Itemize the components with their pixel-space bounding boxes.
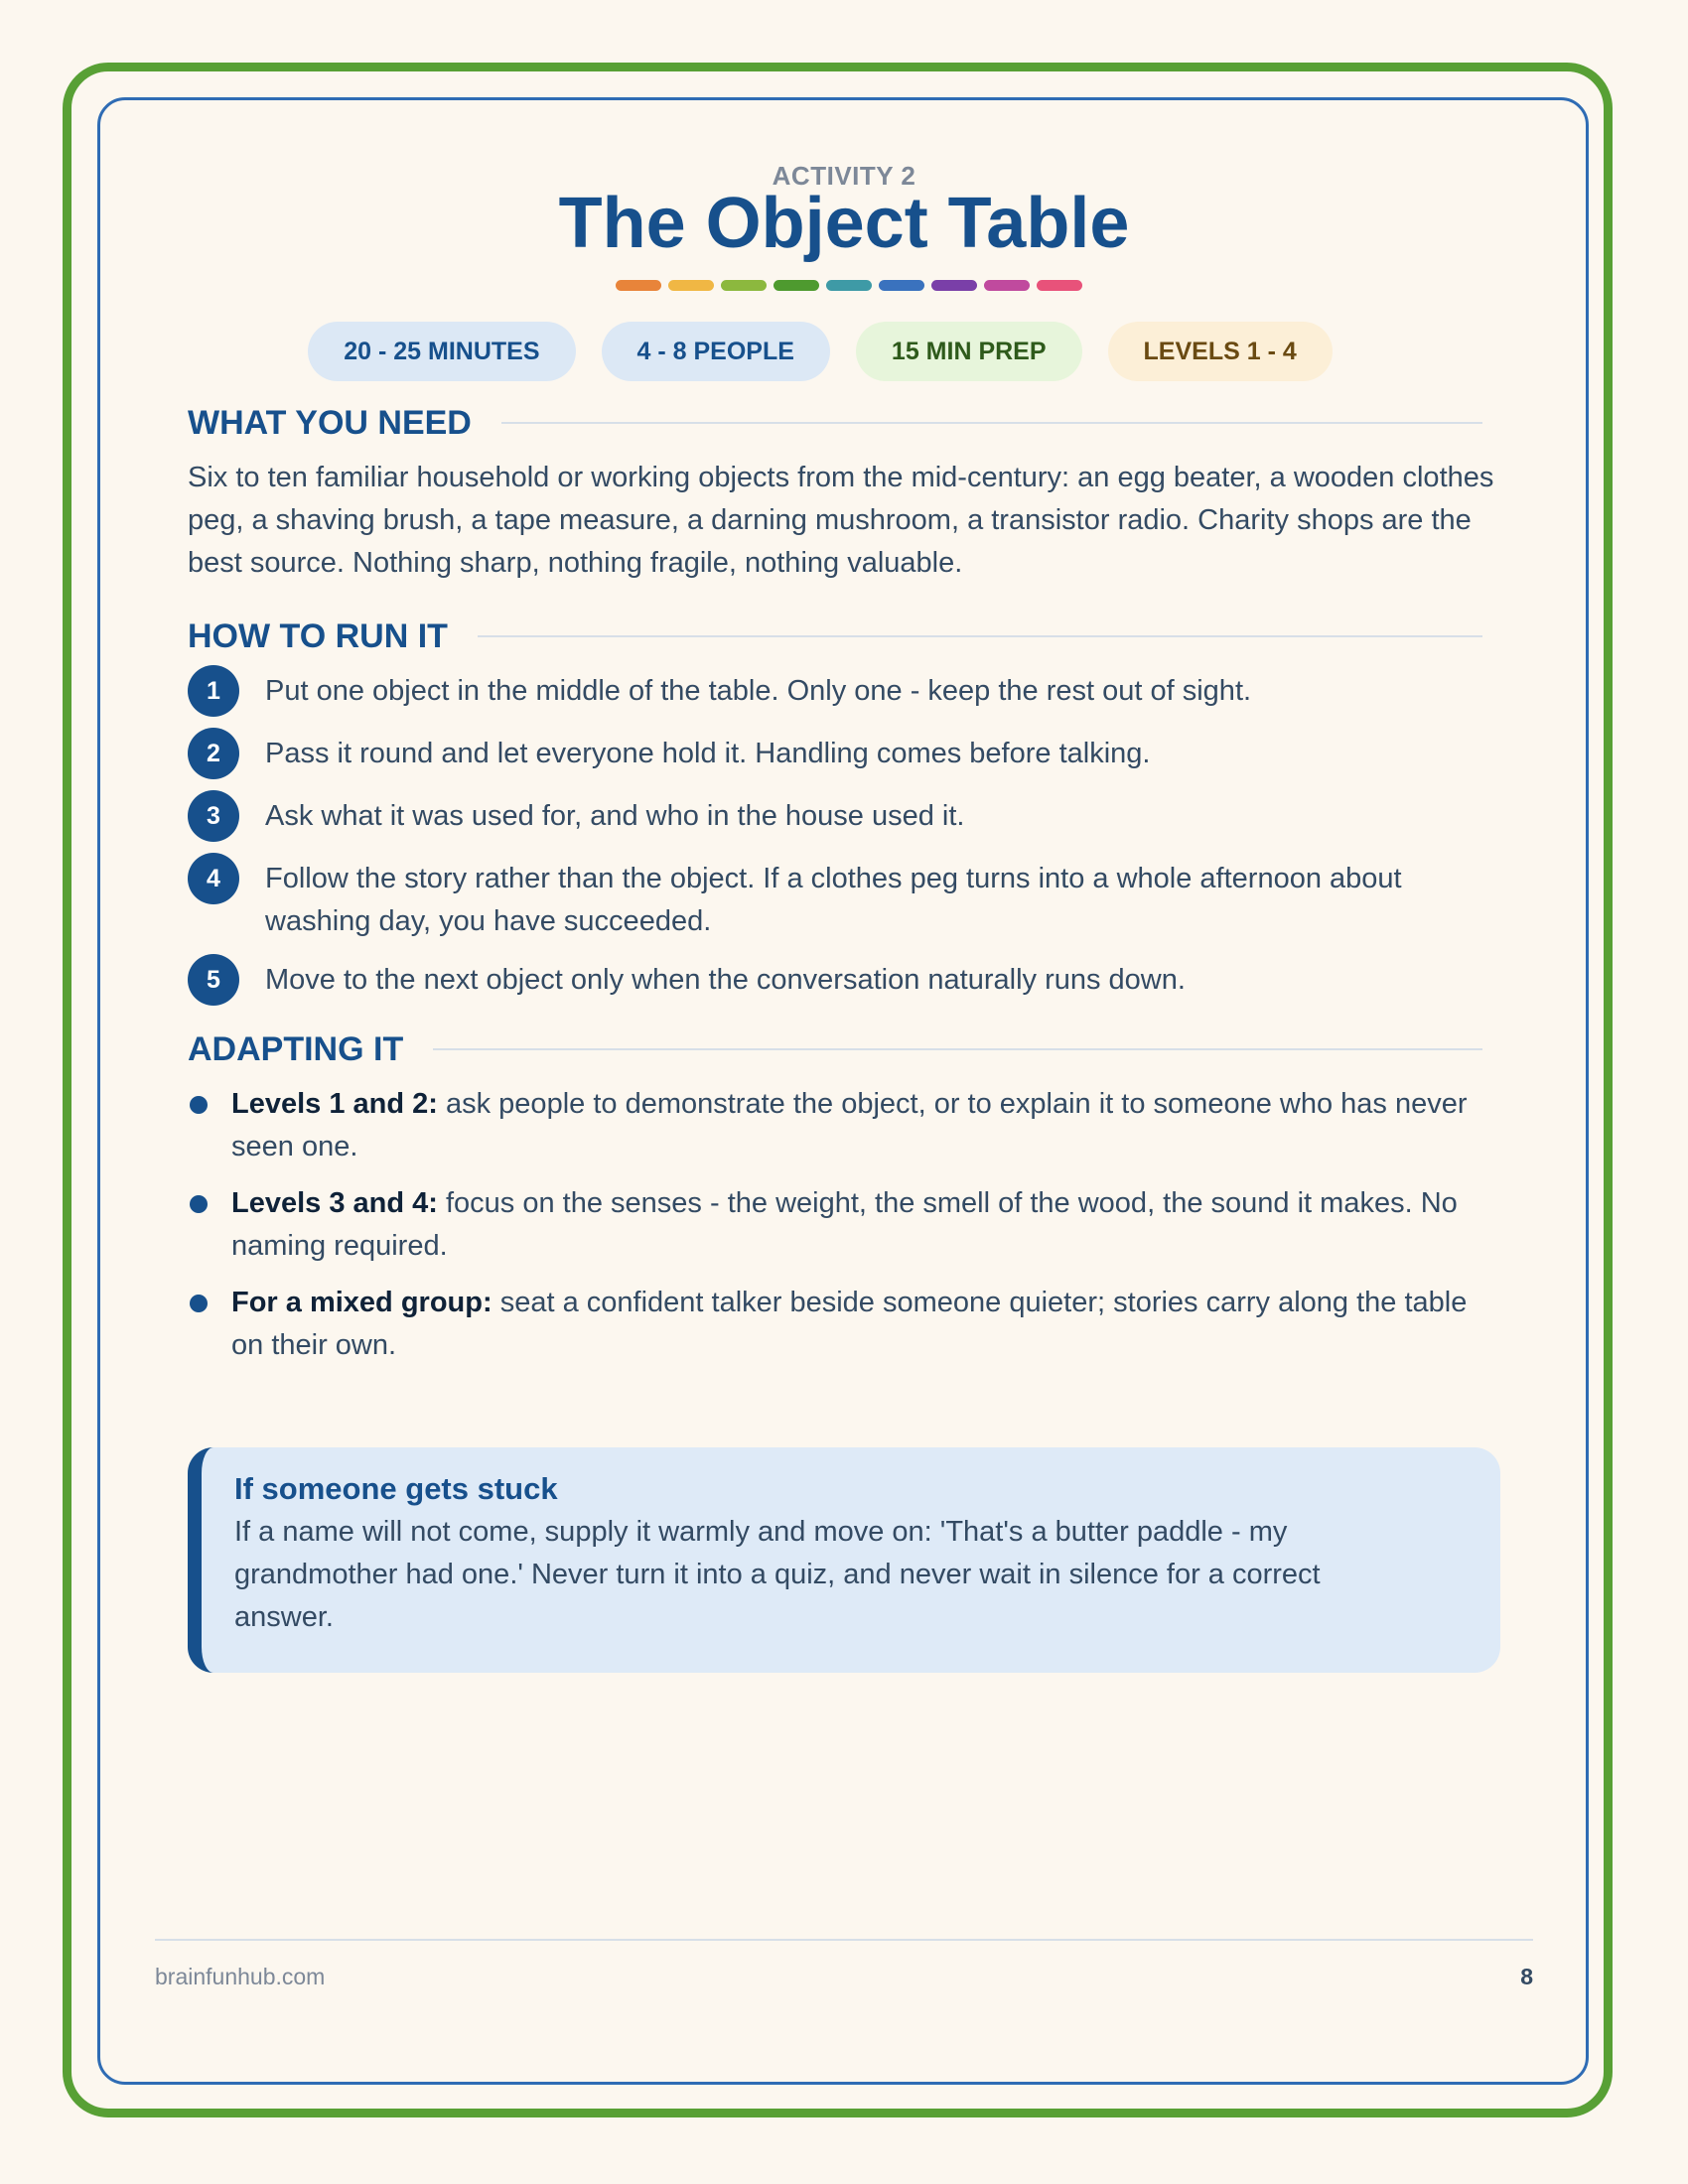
color-swatch <box>721 280 767 291</box>
list-item <box>188 1282 1500 1367</box>
bullet-icon <box>190 1295 208 1312</box>
footer-site: brainfunhub.com <box>155 1964 326 1989</box>
color-swatch <box>826 280 872 291</box>
color-swatch <box>931 280 977 291</box>
group-size-tag: 4 - 8 PEOPLE <box>602 322 830 381</box>
bullet-icon <box>190 1096 208 1114</box>
section-divider <box>433 1048 1482 1050</box>
activity-number: ACTIVITY 2 <box>772 161 916 191</box>
step-number-badge: 4 <box>188 853 239 904</box>
color-swatch <box>1037 280 1082 291</box>
list-item <box>188 1083 1500 1168</box>
step-text: Move to the next object only when the conversation naturally runs down. <box>265 964 1186 996</box>
duration-tag: 20 - 25 MINUTES <box>308 322 575 381</box>
bullet-text <box>231 1182 1500 1268</box>
section-title: HOW TO RUN IT <box>188 617 448 655</box>
bullet-text <box>231 1083 1500 1168</box>
color-swatch <box>668 280 714 291</box>
step-item <box>188 733 1500 779</box>
page-number: 8 <box>1520 1964 1533 1989</box>
section-title: ADAPTING IT <box>188 1030 404 1068</box>
section-title: WHAT YOU NEED <box>188 404 472 442</box>
bullet-icon <box>190 1195 208 1213</box>
bullet-text <box>231 1282 1500 1367</box>
step-item <box>188 670 1500 717</box>
adapting-list <box>188 1083 1500 1367</box>
tip-callout <box>188 1447 1500 1673</box>
color-swatch <box>879 280 924 291</box>
color-swatch <box>774 280 819 291</box>
step-item <box>188 858 1500 943</box>
step-item <box>188 795 1500 842</box>
step-text: Ask what it was used for, and who in the house used it. <box>265 800 965 832</box>
step-number-badge: 3 <box>188 790 239 842</box>
activity-content <box>188 149 1500 1381</box>
what-you-need-text: Six to ten familiar household or working objects from the mid-century: an egg beater, a wooden clothes peg, a shaving brush, a tape measure, a darning mushroom, a transistor radio. Charity shops are the best source. Nothing sharp, nothing fragile, nothing valuable. <box>188 462 1494 579</box>
footer-divider <box>155 1939 1533 1941</box>
step-number-badge: 5 <box>188 954 239 1006</box>
levels-tag: LEVELS 1 - 4 <box>1108 322 1333 381</box>
list-item <box>188 1182 1500 1268</box>
section-divider <box>501 422 1482 424</box>
how-to-run-heading <box>188 616 1482 656</box>
bullet-body: focus on the senses - the weight, the smell of the wood, the sound it makes. No naming required. <box>231 1187 1458 1262</box>
color-swatch <box>616 280 661 291</box>
bullet-body: ask people to demonstrate the object, or to explain it to someone who has never seen one. <box>231 1088 1468 1162</box>
activity-tags <box>140 322 1500 381</box>
callout-title: If someone gets stuck <box>234 1471 558 1506</box>
prep-time-tag: 15 MIN PREP <box>856 322 1082 381</box>
bullet-lead: For a mixed group: <box>231 1287 492 1318</box>
adapting-heading <box>188 1029 1482 1069</box>
page-title: The Object Table <box>558 184 1130 263</box>
step-text: Pass it round and let everyone hold it. Handling comes before talking. <box>265 738 1151 769</box>
step-text: Put one object in the middle of the table. Only one - keep the rest out of sight. <box>265 675 1252 707</box>
what-you-need-heading <box>188 403 1482 443</box>
bullet-body: seat a confident talker beside someone quieter; stories carry along the table on their own. <box>231 1287 1468 1361</box>
bullet-lead: Levels 3 and 4: <box>231 1187 438 1219</box>
step-item <box>188 959 1500 1006</box>
bullet-lead: Levels 1 and 2: <box>231 1088 438 1120</box>
section-divider <box>478 635 1482 637</box>
color-swatch-strip <box>198 280 1500 291</box>
callout-text: If a name will not come, supply it warmly and move on: 'That's a butter paddle - my grandmother had one.' Never turn it into a quiz, and never wait in silence for a correct answer. <box>234 1516 1321 1633</box>
steps-list <box>188 670 1500 1006</box>
step-number-badge: 2 <box>188 728 239 779</box>
step-number-badge: 1 <box>188 665 239 717</box>
step-text: Follow the story rather than the object. If a clothes peg turns into a whole afternoon about washing day, you have succeeded. <box>265 863 1402 937</box>
color-swatch <box>984 280 1030 291</box>
